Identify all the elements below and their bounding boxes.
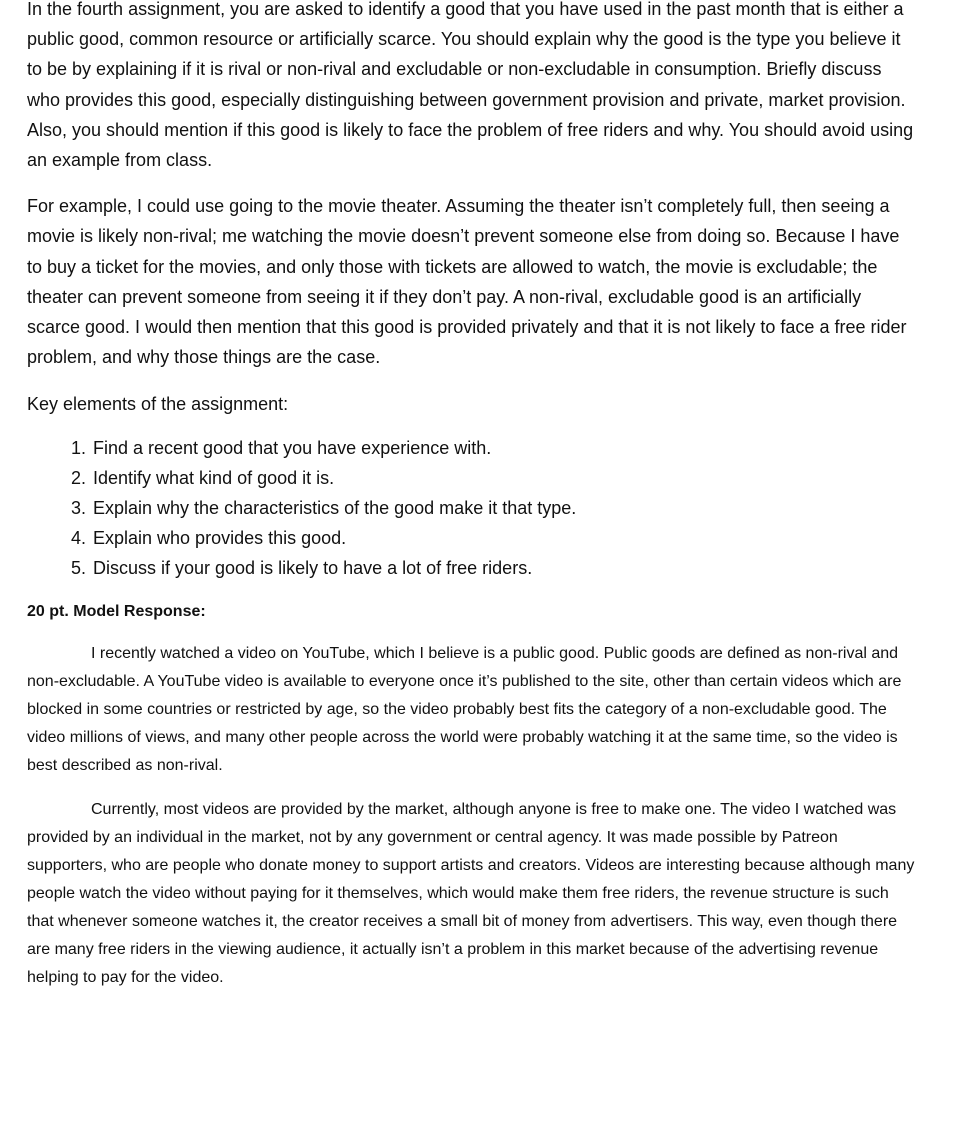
assignment-intro-paragraph: In the fourth assignment, you are asked to identify a good that you have used in the past month that is either a public good, common resource or artificially scarce. You should explain why the good is the type you believe it to be by explaining if it is rival or non-rival and excludable or non-excludable in consumption. Briefly discuss who provides this good, especially distinguishing between government provision and private, market provision. Also, you should mention if this good is likely to face the problem of free riders and why. You should avoid using an example from class.	[27, 0, 914, 171]
model-response-paragraph-1: I recently watched a video on YouTube, which I believe is a public good. Public goods are defined as non-rival and non-excludable. A YouTube video is available to everyone once it’s published to the site, other than certain videos which are blocked in some countries or restricted by age, so the video probably best fits the category of a non-excludable good. The video millions of views, and many other people across the world were probably watching it at the same time, so the video is best described as non-rival.	[27, 644, 902, 774]
list-item: 3. Explain why the characteristics of the good make it that type.	[91, 493, 917, 523]
document-page	[27, 0, 917, 992]
list-item: 2. Identify what kind of good it is.	[91, 463, 917, 493]
model-response-paragraph-2: Currently, most videos are provided by the market, although anyone is free to make one. The video I watched was provided by an individual in the market, not by any government or central agency. It was made possible by Patreon supporters, who are people who donate money to support artists and creators. Videos are interesting because although many people watch the video without paying for it themselves, which would make them free riders, the revenue structure is such that whenever someone watches it, the creator receives a small bit of money from advertisers. This way, even though there are many free riders in the viewing audience, it actually isn’t a problem in this market because of the advertising revenue helping to pay for the video.	[27, 800, 915, 986]
list-item: 5. Discuss if your good is likely to have a lot of free riders.	[91, 553, 917, 583]
assignment-section	[27, 0, 917, 584]
key-elements-list	[27, 433, 917, 584]
key-elements-heading: Key elements of the assignment:	[27, 394, 289, 415]
list-item: 4. Explain who provides this good.	[91, 523, 917, 553]
assignment-example-paragraph: For example, I could use going to the movie theater. Assuming the theater isn’t completely full, then seeing a movie is likely non-rival; me watching the movie doesn’t prevent someone else from doing so. Because I have to buy a ticket for the movies, and only those with tickets are allowed to watch, the movie is excludable; the theater can prevent someone from seeing it if they don’t pay. A non-rival, excludable good is an artificially scarce good. I would then mention that this good is provided privately and that it is not likely to face a free rider problem, and why those things are the case.	[27, 196, 907, 368]
list-item: 1. Find a recent good that you have experience with.	[91, 433, 917, 463]
model-response-section	[27, 600, 917, 992]
model-response-heading: 20 pt. Model Response:	[27, 602, 206, 620]
